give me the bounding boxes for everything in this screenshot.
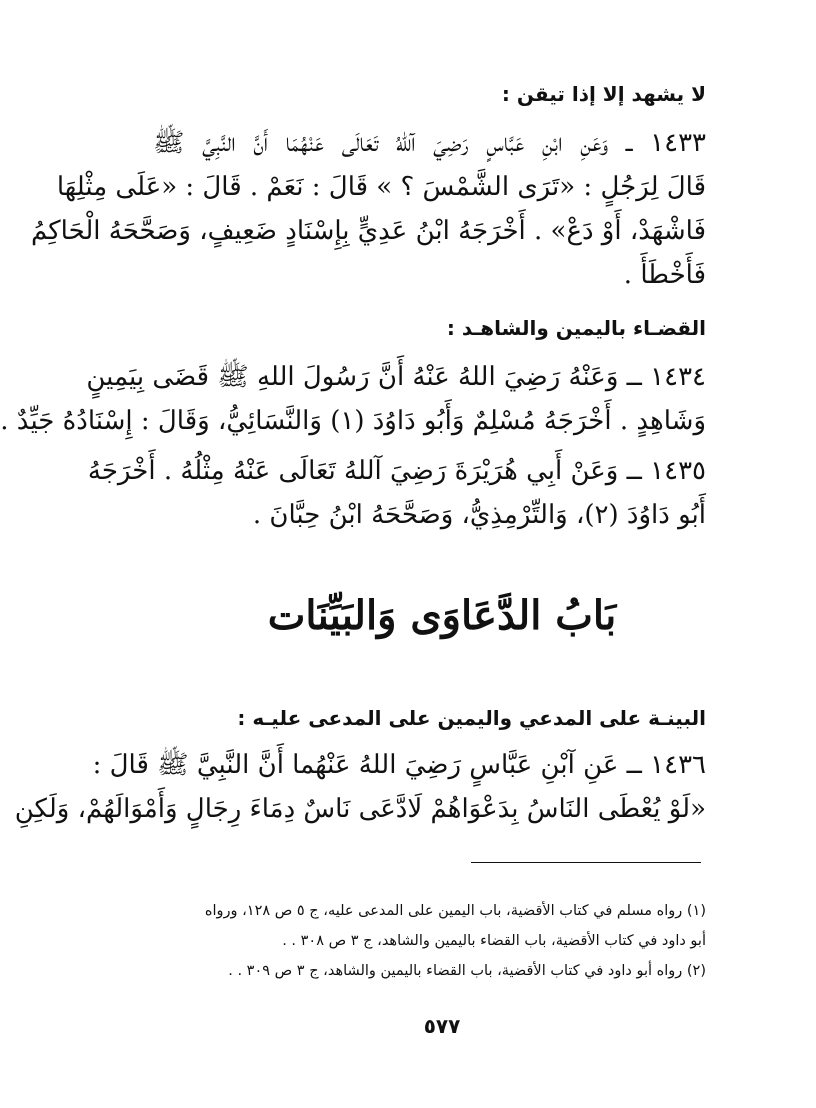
hadith-1433-line-2: قَالَ لِرَجُلٍ : «تَرَى الشَّمْسَ ؟ » قَالَ : نَعَمْ . قَالَ : «عَلَى مِثْلِهَا: [56, 172, 706, 202]
footnote-separator: [471, 862, 701, 863]
section-heading-witness: لا يشهد إلا إذا تيقن :: [501, 82, 706, 106]
chapter-title: بَابُ الدَّعَاوَى وَالبَيِّنَات: [267, 592, 617, 639]
footnote-1-line-1: (١) رواه مسلم في كتاب الأقضية، باب اليمين على المدعى عليه، ج ٥ ص ١٢٨، ورواه: [204, 903, 706, 919]
section-heading-evidence: البينـة على المدعي واليمين على المدعى عليـه :: [237, 706, 706, 730]
hadith-1435-line-2: أَبُو دَاوُدَ (٢)، وَالتِّرْمِذِيُّ، وَصَحَّحَهُ ابْنُ حِبَّانَ .: [252, 500, 706, 530]
footnote-1-line-2: أبو داود في كتاب الأقضية، باب القضاء باليمين والشاهد، ج ٣ ص ٣٠٨ . .: [282, 933, 706, 949]
hadith-1436-line-1: ١٤٣٦ ــ عَنِ آبْنِ عَبَّاسٍ رَضِيَ اللهُ عَنْهُما أَنَّ النَّبِيَّ ﷺ قَالَ :: [92, 750, 706, 780]
hadith-1435-line-1: ١٤٣٥ ــ وَعَنْ أَبِي هُرَيْرَةَ رَضِيَ آللهُ تَعَالَى عَنْهُ مِثْلُهُ . أَخْرَجَهُ: [87, 456, 706, 486]
hadith-1433-line-4: فَأَخْطَأَ .: [623, 260, 706, 290]
hadith-1433-line-3: فَاشْهَدْ، أَوْ دَعْ» . أَخْرَجَهُ ابْنُ عَدِيٍّ بِإِسْنَادٍ ضَعِيفٍ، وَصَحَّحَهُ الْحَاكِمُ: [31, 216, 706, 246]
hadith-1433-line-1: ١٤٣٣ ــ وَعَنِ ابْنِ عَبَّاسٍ رَضِيَ آللهُ تَعَالَى عَنْهُمَا أَنَّ النَّبِيَّ ﷺ: [153, 128, 706, 158]
footnote-2: (٢) رواه أبو داود في كتاب الأقضية، باب القضاء باليمين والشاهد، ج ٣ ص ٣٠٩ . .: [228, 963, 706, 979]
section-heading-oath-witness: القضـاء باليمين والشاهـد :: [446, 316, 706, 340]
hadith-1436-line-2: «لَوْ يُعْطَى النَاسُ بِدَعْوَاهُمْ لَادَّعَى نَاسٌ دِمَاءَ رِجَالٍ وَأَمْوَالَهُمْ، وَلَكِنِ: [14, 794, 706, 824]
page-number: ٥٧٧: [423, 1014, 461, 1038]
hadith-1434-line-2: وَشَاهِدٍ . أَخْرَجَهُ مُسْلِمٌ وَأَبُو دَاوُدَ (١) وَالنَّسَائِيُّ، وَقَالَ : إِسْنَادُهُ جَيِّدٌ .: [0, 406, 706, 436]
hadith-1434-line-1: ١٤٣٤ ــ وَعَنْهُ رَضِيَ اللهُ عَنْهُ أَنَّ رَسُولَ اللهِ ﷺ قَضَى بِيَمِينٍ: [86, 362, 706, 392]
